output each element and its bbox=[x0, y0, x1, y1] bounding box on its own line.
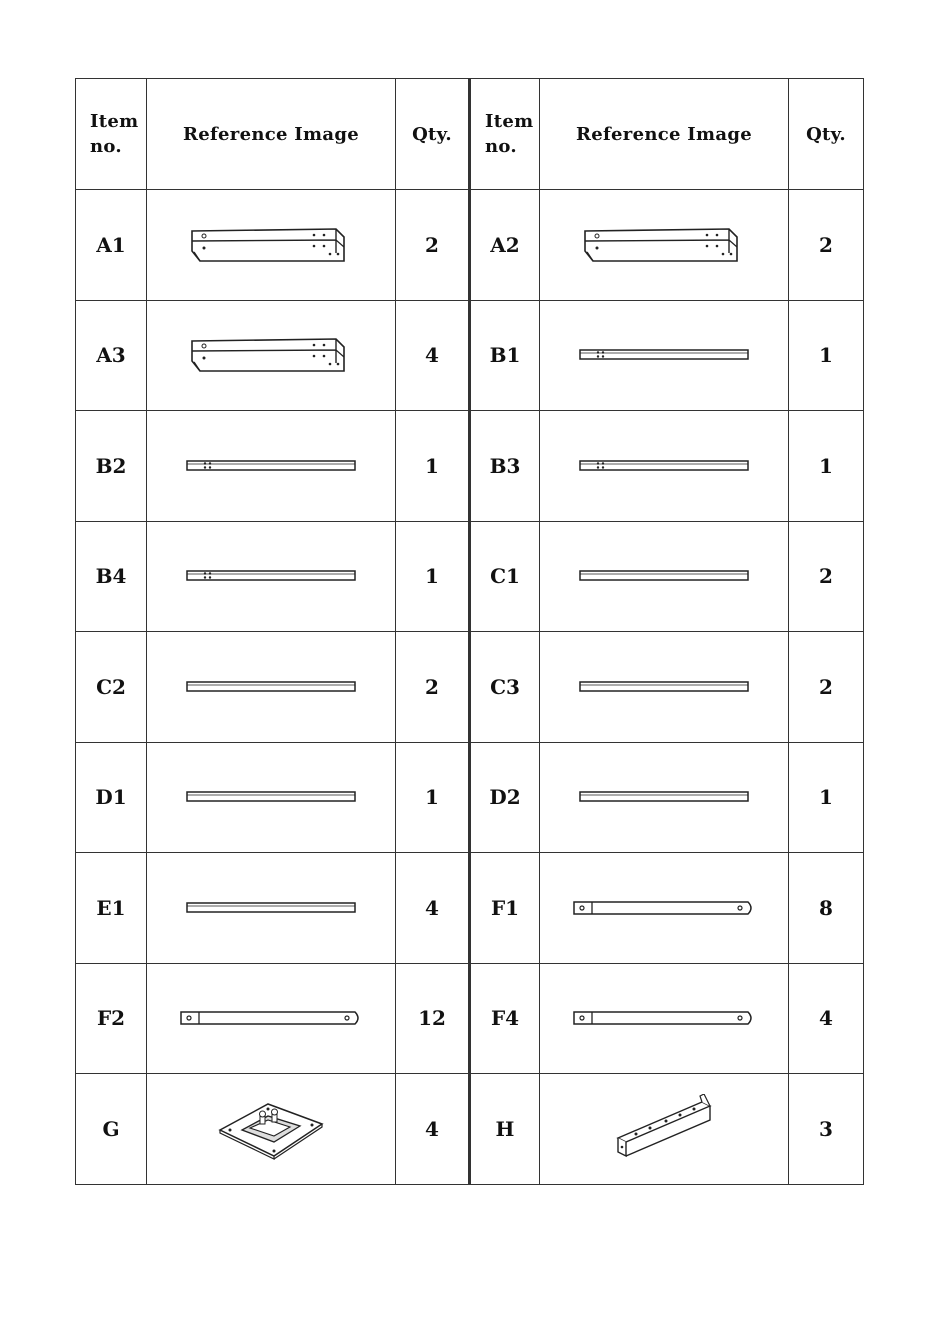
quantity: 2 bbox=[396, 190, 470, 301]
box-beam-icon bbox=[147, 331, 395, 379]
item-header-line1: Item bbox=[485, 111, 534, 132]
reference-image bbox=[540, 853, 789, 964]
reference-image-header-right: Reference Image bbox=[540, 79, 789, 190]
quantity: 2 bbox=[396, 632, 470, 743]
quantity: 12 bbox=[396, 963, 470, 1074]
quantity: 4 bbox=[396, 1074, 470, 1185]
item-code: B2 bbox=[76, 411, 147, 522]
table-row bbox=[76, 300, 864, 411]
item-code: B4 bbox=[76, 521, 147, 632]
plain-bar-icon bbox=[540, 679, 788, 695]
quantity: 1 bbox=[789, 742, 864, 853]
plain-bar-icon bbox=[540, 789, 788, 805]
plain-bar-icon bbox=[540, 568, 788, 584]
reference-image bbox=[540, 1074, 789, 1185]
reference-image bbox=[540, 521, 789, 632]
reference-image bbox=[540, 190, 789, 301]
item-header-line1: Item bbox=[90, 111, 139, 132]
tube-icon bbox=[540, 898, 788, 918]
item-code: A1 bbox=[76, 190, 147, 301]
item-header-line2: no. bbox=[90, 136, 122, 157]
quantity: 4 bbox=[396, 300, 470, 411]
reference-image bbox=[147, 190, 396, 301]
item-code: C1 bbox=[470, 521, 540, 632]
plain-bar-icon bbox=[147, 789, 395, 805]
quantity: 2 bbox=[789, 190, 864, 301]
plain-bar-icon bbox=[147, 679, 395, 695]
parts-list-table bbox=[75, 78, 864, 1185]
item-header-line2: no. bbox=[485, 136, 517, 157]
item-code: D1 bbox=[76, 742, 147, 853]
table-row bbox=[76, 963, 864, 1074]
tube-icon bbox=[540, 1008, 788, 1028]
reference-image bbox=[147, 742, 396, 853]
quantity: 4 bbox=[789, 963, 864, 1074]
item-code: B1 bbox=[470, 300, 540, 411]
quantity: 3 bbox=[789, 1074, 864, 1185]
table-row bbox=[76, 742, 864, 853]
reference-image bbox=[147, 853, 396, 964]
reference-image bbox=[540, 632, 789, 743]
box-beam-icon bbox=[540, 221, 788, 269]
reference-image bbox=[540, 963, 789, 1074]
quantity: 2 bbox=[789, 521, 864, 632]
reference-image bbox=[540, 411, 789, 522]
item-code: H bbox=[470, 1074, 540, 1185]
item-code: A2 bbox=[470, 190, 540, 301]
item-no-header-left bbox=[76, 79, 147, 190]
quantity: 1 bbox=[789, 300, 864, 411]
holed-bar-icon bbox=[147, 568, 395, 584]
quantity: 1 bbox=[396, 742, 470, 853]
item-code: C3 bbox=[470, 632, 540, 743]
table-row bbox=[76, 190, 864, 301]
plain-bar-icon bbox=[147, 900, 395, 916]
item-code: A3 bbox=[76, 300, 147, 411]
reference-image bbox=[540, 300, 789, 411]
reference-image-header-left: Reference Image bbox=[147, 79, 396, 190]
item-code: E1 bbox=[76, 853, 147, 964]
reference-image bbox=[147, 300, 396, 411]
item-code: C2 bbox=[76, 632, 147, 743]
table-row bbox=[76, 632, 864, 743]
quantity: 1 bbox=[396, 521, 470, 632]
holed-bar-icon bbox=[147, 458, 395, 474]
table-row bbox=[76, 411, 864, 522]
reference-image bbox=[147, 632, 396, 743]
quantity: 1 bbox=[396, 411, 470, 522]
qty-header-right: Qty. bbox=[789, 79, 864, 190]
base-plate-icon bbox=[147, 1096, 395, 1162]
item-code: F1 bbox=[470, 853, 540, 964]
tube-icon bbox=[147, 1008, 395, 1028]
table-row bbox=[76, 1074, 864, 1185]
quantity: 1 bbox=[789, 411, 864, 522]
item-code: D2 bbox=[470, 742, 540, 853]
holed-bar-icon bbox=[540, 458, 788, 474]
table-row bbox=[76, 853, 864, 964]
reference-image bbox=[147, 411, 396, 522]
item-code: F2 bbox=[76, 963, 147, 1074]
quantity: 8 bbox=[789, 853, 864, 964]
header-row bbox=[76, 79, 864, 190]
holed-bar-icon bbox=[540, 347, 788, 363]
reference-image bbox=[147, 963, 396, 1074]
reference-image bbox=[147, 521, 396, 632]
quantity: 4 bbox=[396, 853, 470, 964]
box-beam-icon bbox=[147, 221, 395, 269]
table-row bbox=[76, 521, 864, 632]
reference-image bbox=[540, 742, 789, 853]
item-code: G bbox=[76, 1074, 147, 1185]
reference-image bbox=[147, 1074, 396, 1185]
qty-header-left: Qty. bbox=[396, 79, 470, 190]
item-code: F4 bbox=[470, 963, 540, 1074]
item-no-header-right bbox=[470, 79, 540, 190]
quantity: 2 bbox=[789, 632, 864, 743]
item-code: B3 bbox=[470, 411, 540, 522]
angle-bracket-icon bbox=[540, 1094, 788, 1164]
